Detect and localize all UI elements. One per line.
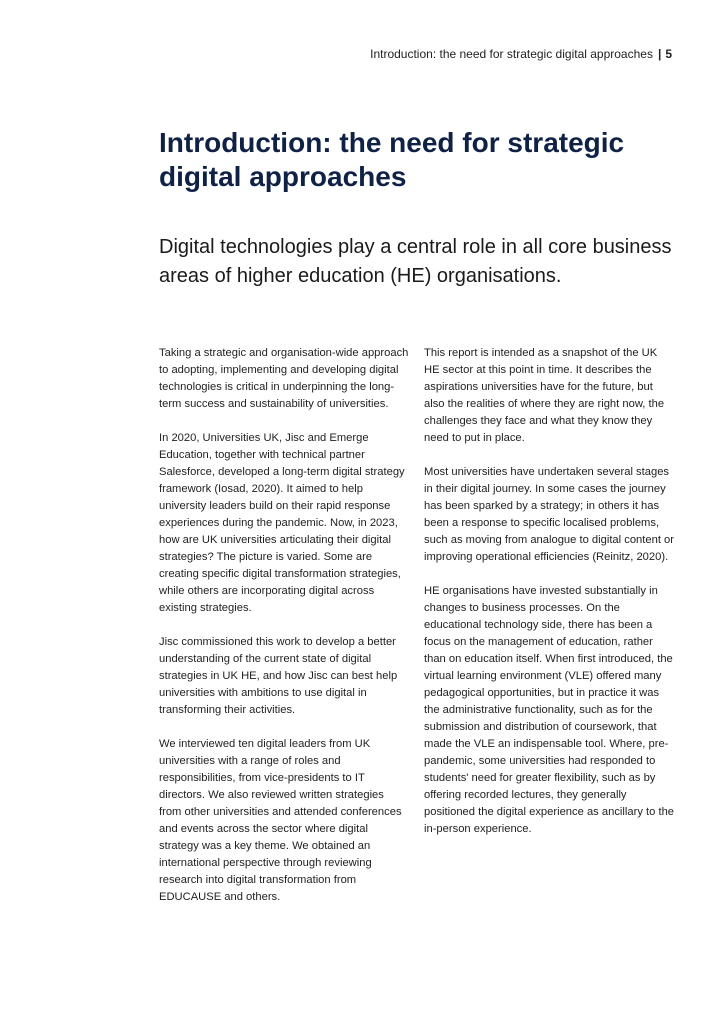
body-paragraph: Taking a strategic and organisation-wide approach to adopting, implementing and developing digital technologies is critical in underpinning the long-term success and sustainability of universities. (159, 347, 409, 410)
header-separator: | (657, 47, 662, 61)
body-paragraph: This report is intended as a snapshot of the UK HE sector at this point in time. It describes the aspirations universities have for the future, but also the realities of where they are right now, the challenges they face and what they know they need to put in place. (424, 347, 665, 444)
body-paragraph: Jisc commissioned this work to develop a better understanding of the current state of digital strategies in UK HE, and how Jisc can best help universities with ambitions to use digital in transforming their activities. (159, 636, 398, 716)
page-number: 5 (665, 47, 672, 61)
body-paragraph: HE organisations have invested substantially in changes to business processes. On the educational technology side, there has been a focus on the management of education, rather than on education itself. When first introduced, the virtual learning environment (VLE) offered many pedagogical opportunities, but in practice it was the administrative functionality, such as for the submission and distribution of coursework, that made the VLE an indispensable tool. Where, pre-pandemic, some universities had responded to students' need for greater flexibility, such as by offering recorded lectures, they generally positioned the digital experience as ancillary to the in-person experience. (424, 585, 675, 835)
running-title: Introduction: the need for strategic digital approaches (370, 47, 653, 61)
lead-paragraph: Digital technologies play a central role in all core business areas of higher education (HE) organisations. (159, 236, 672, 287)
right-column (424, 345, 674, 855)
body-paragraph: We interviewed ten digital leaders from UK universities with a range of roles and responsibilities, from vice-presidents to IT directors. We also reviewed written strategies from other universities and attended conferences and events across the sector where digital strategy was a key theme. We obtained an international perspective through reviewing research into digital transformation from EDUCAUSE and others. (159, 738, 402, 903)
body-paragraph: Most universities have undertaken several stages in their digital journey. In some cases the journey has been sparked by a strategy; in others it has been a response to specific localised problems, such as moving from analogue to digital content or improving operational efficiencies (Reinitz, 2020). (424, 466, 674, 563)
body-paragraph: In 2020, Universities UK, Jisc and Emerge Education, together with technical partner Salesforce, developed a long-term digital strategy framework (Iosad, 2020). It aimed to help university leaders build on their rapid response experiences during the pandemic. Now, in 2023, how are UK universities articulating their digital strategies? The picture is varied. Some are creating specific digital transformation strategies, while others are incorporating digital across existing strategies. (159, 432, 405, 614)
left-column (159, 345, 409, 923)
running-header (370, 47, 672, 61)
page-title: Introduction: the need for strategic digital approaches (159, 127, 625, 192)
